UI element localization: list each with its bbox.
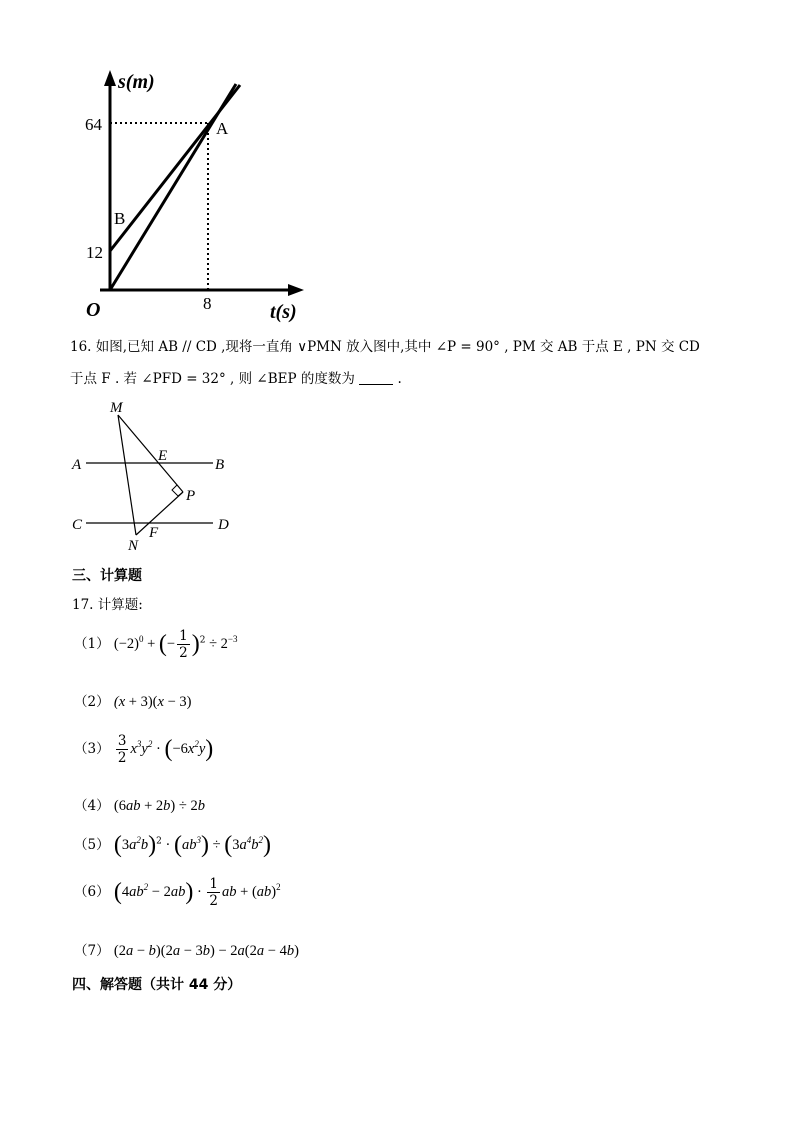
problem-17-item-5: （5） $(3a^2b)^2 \cdot (ab^3) \div (3a^4b^2)$	[74, 832, 271, 858]
label-d: D	[218, 517, 229, 533]
label-c: C	[72, 517, 83, 533]
section-3-heading: 三、计算题	[72, 568, 142, 584]
x-axis-label: t(s)	[270, 301, 297, 323]
distance-time-graph	[70, 60, 330, 325]
item-4-number: （4）	[74, 798, 110, 814]
y-axis-label: s(m)	[118, 71, 155, 93]
item-1-number: （1）	[74, 636, 110, 652]
x-axis-arrow	[288, 284, 304, 296]
problem-16-line-1: 16. 如图,已知 AB // CD ,现将一直角 ∨PMN 放入图中,其中 ∠P = 90° , PM 交 AB 于点 E , PN 交 CD	[70, 339, 700, 355]
y-tick-64: 64	[85, 115, 102, 134]
label-a: A	[72, 457, 82, 473]
item-5-number: （5）	[74, 837, 110, 853]
label-e: E	[158, 448, 168, 464]
origin-label: O	[86, 299, 101, 321]
problem-17-item-6: （6） $(4ab^2 - 2ab)$ · $\frac{1}{2}$ ab + (ab)$^2$	[74, 876, 281, 909]
problem-17-title: 17. 计算题:	[72, 597, 143, 613]
problem-16-line-2-end: .	[397, 371, 402, 387]
problem-16-line-2-text: 于点 F . 若 ∠PFD = 32° , 则 ∠BEP 的度数为	[70, 371, 355, 387]
label-b: B	[215, 457, 225, 473]
x-tick-8: 8	[203, 294, 212, 313]
problem-17-item-4: （4） (6ab + 2b) ÷ 2b	[74, 798, 205, 814]
problem-16	[70, 331, 700, 395]
y-axis-arrow	[104, 70, 116, 86]
label-n: N	[128, 538, 139, 554]
problem-17-item-1: （1） $(-2)^0$ + (− $\frac{1}{2}$ )$^2 \div 2^{-3}$	[74, 628, 238, 661]
item-7-number: （7）	[74, 943, 110, 959]
problem-17-item-2: （2） (x + 3)(x − 3)	[74, 694, 192, 710]
item-2-number: （2）	[74, 694, 110, 710]
label-m: M	[110, 400, 123, 416]
label-f: F	[149, 525, 159, 541]
line-through-b	[110, 85, 240, 251]
segment-pn	[136, 492, 183, 535]
point-a-label: A	[216, 119, 229, 138]
item-3-number: （3）	[74, 741, 110, 757]
problem-16-line-2	[70, 363, 700, 395]
y-tick-12: 12	[86, 243, 103, 262]
section-4-heading: 四、解答题（共计 44 分）	[72, 977, 242, 993]
answer-blank[interactable]	[359, 370, 393, 385]
point-b-label: B	[114, 209, 126, 228]
problem-17-item-7: （7） (2a − b)(2a − 3b) − 2a(2a − 4b)	[74, 943, 299, 959]
figure-16-diagram	[68, 395, 248, 555]
item-6-number: （6）	[74, 884, 110, 900]
problem-17-item-3: （3） $\frac{3}{2}$ $x^3y^2 \cdot (-6x^2y)$	[74, 733, 214, 766]
label-p: P	[186, 488, 196, 504]
